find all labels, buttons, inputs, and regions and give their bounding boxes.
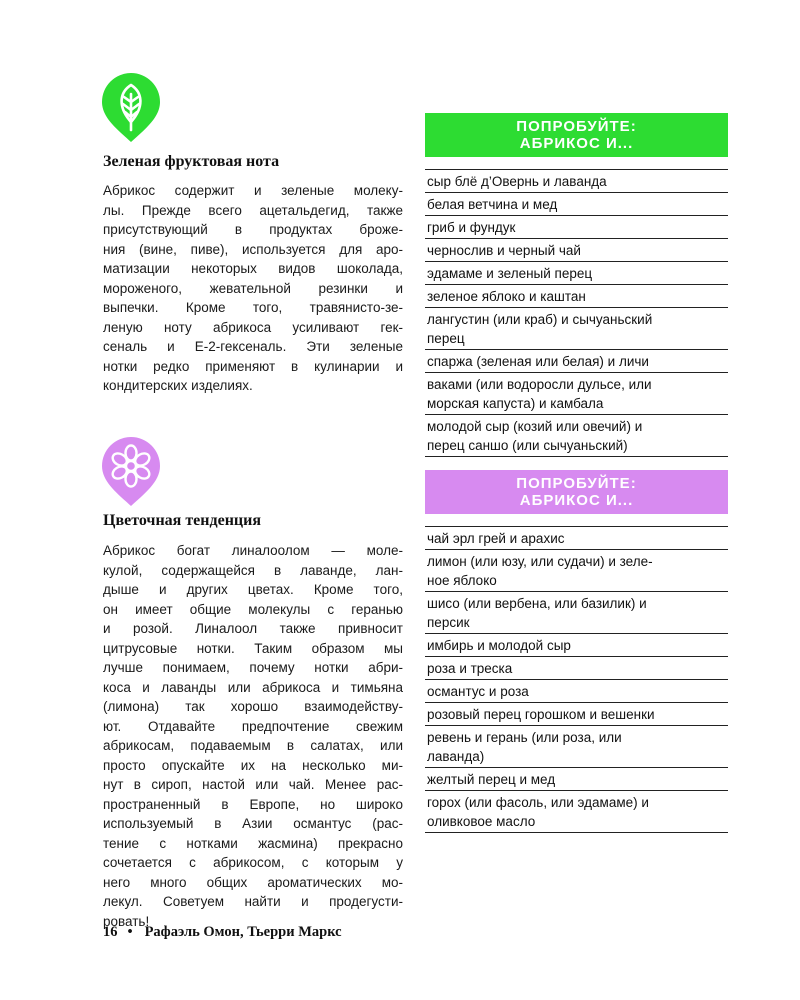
pairing-item-text: чай эрл грей и арахис [427,531,565,546]
banner-line: ПОПРОБУЙТЕ: [516,118,637,135]
body-text-line: лы. Прежде всего ацетальдегид, также [103,202,403,218]
pairing-item-text: перец саншо (или сычуаньский) [427,438,628,453]
pairing-item [425,680,728,703]
body-text-line: Абрикос содержит и зеленые молеку- [103,183,403,198]
body-text-line: ния (вине, пиве), используется для аро- [103,241,403,257]
pairing-item-text: гриб и фундук [427,220,516,235]
flower-icon [100,436,162,508]
pairing-item [425,592,728,634]
pairing-item [425,285,728,308]
footer-authors: Рафаэль Омон, Тьерри Маркс [144,924,342,940]
pairing-item [425,350,728,373]
pairing-item [425,726,728,768]
pairing-item-text: спаржа (зеленая или белая) и личи [427,354,649,369]
pairing-item-text: ваками (или водоросли дульсе, или [427,377,652,392]
body-text-line: матизации некоторых видов шоколада, [103,261,403,276]
pairing-item-text: лаванда) [427,749,485,764]
pairing-item-text: сыр блё д’Овернь и лаванда [427,174,607,189]
body-text-line: Абрикос богат линалоолом — моле- [103,543,403,558]
pairing-item [425,768,728,791]
body-text-line: ровать! [103,913,150,929]
pairing-item [425,791,728,833]
body-text-line: тение с нотками жасмина) прекрасно [103,835,403,851]
pairing-item [425,657,728,680]
green-section-body [103,181,403,396]
green-pairing-banner [425,113,728,157]
body-text-line: сеналь и Е-2-гексеналь. Эти зеленые [103,339,403,354]
pairing-item-text: оливковое масло [427,814,536,829]
body-text-line: нотки редко применяют в кулинарии и [103,358,403,374]
pairing-item [425,308,728,350]
page-number: 16 [103,924,118,940]
pairing-item-text: чернослив и черный чай [427,243,581,258]
body-text-line: него много общих ароматических мо- [103,874,403,890]
pairing-item-text: морская капуста) и камбала [427,396,604,411]
body-text-line: дыше и других цветах. Кроме того, [103,582,403,597]
pairing-item-text: перец [427,331,465,346]
body-text-line: кулой, содержащейся в лаванде, лан- [103,562,403,578]
body-text-line: коса и лаванды или абрикоса и тимьяна [103,679,403,695]
body-text-line: мороженого, жевательной резинки и [103,280,403,296]
banner-line: АБРИКОС И... [519,492,634,509]
body-text-line: и розой. Линалоол также привносит [103,621,403,636]
body-text-line: леную ноту абрикоса усиливают гек- [103,319,403,335]
pairing-item [425,634,728,657]
pairing-item [425,703,728,726]
pairing-item [425,373,728,415]
pairing-item-text: розовый перец горошком и вешенки [427,707,655,722]
pairing-item-text: шисо (или вербена, или базилик) и [427,596,647,611]
pairing-item [425,262,728,285]
pairing-item-text: роза и треска [427,661,513,676]
pairing-item-text: зеленое яблоко и каштан [427,289,586,304]
pairing-item-text: ное яблоко [427,573,497,588]
footer-bullet: • [127,924,133,940]
pairing-item-text: белая ветчина и мед [427,197,558,212]
pairing-item [425,550,728,592]
body-text-line: используемый в Азии османтус (рас- [103,816,403,831]
pairing-item [425,216,728,239]
pairing-item-text: османтус и роза [427,684,529,699]
body-text-line: абрикосам, подаваемым в салатах, или [103,738,403,753]
body-text-line: кондитерских изделиях. [103,378,253,393]
body-text-line: лучше понимаем, почему нотки абри- [103,660,403,675]
pairing-item-text: персик [427,615,470,630]
pairing-item [425,193,728,216]
pairing-item-text: эдамаме и зеленый перец [427,266,593,281]
pairing-item-text: желтый перец и мед [427,772,556,787]
body-text-line: (лимона) так хорошо взаимодейству- [103,699,403,714]
banner-line: АБРИКОС И... [519,135,634,152]
leaf-icon [100,72,162,144]
pairing-item-text: лангустин (или краб) и сычуаньский [427,312,653,327]
body-text-line: просто опускайте их на несколько ми- [103,757,403,773]
pairing-item [425,527,728,550]
body-text-line: лекул. Советуем найти и продегусти- [103,894,403,909]
body-text-line: присутствующий в продуктах броже- [103,222,403,237]
pairing-item-text: горох (или фасоль, или эдамаме) и [427,795,649,810]
body-text-line: ют. Отдавайте предпочтение свежим [103,718,403,734]
pairing-item-text: имбирь и молодой сыр [427,638,571,653]
pairing-item-text: лимон (или юзу, или судачи) и зеле- [427,554,653,569]
pairing-item-text: молодой сыр (козий или овечий) и [427,419,643,434]
page-footer [103,924,342,941]
pairing-item [425,239,728,262]
green-section-title: Зеленая фруктовая нота [103,153,280,170]
body-text-line: нут в сироп, настой или чай. Менее рас- [103,777,403,792]
body-text-line: выпечки. Кроме того, травянисто-зе- [103,300,403,315]
body-text-line: пространенный в Европе, но широко [103,796,403,812]
pairing-item [425,170,728,193]
floral-pairing-list [425,526,728,833]
body-text-line: сочетается с абрикосом, с которым у [103,855,403,870]
banner-line: ПОПРОБУЙТЕ: [516,475,637,492]
pairing-item [425,415,728,457]
floral-section-body [103,541,403,931]
body-text-line: цитрусовые нотки. Таким образом мы [103,640,403,656]
floral-pairing-banner [425,470,728,514]
body-text-line: он имеет общие молекулы с геранью [103,601,403,617]
green-pairing-list [425,169,728,457]
floral-section-title: Цветочная тенденция [103,512,262,529]
pairing-item-text: ревень и герань (или роза, или [427,730,622,745]
